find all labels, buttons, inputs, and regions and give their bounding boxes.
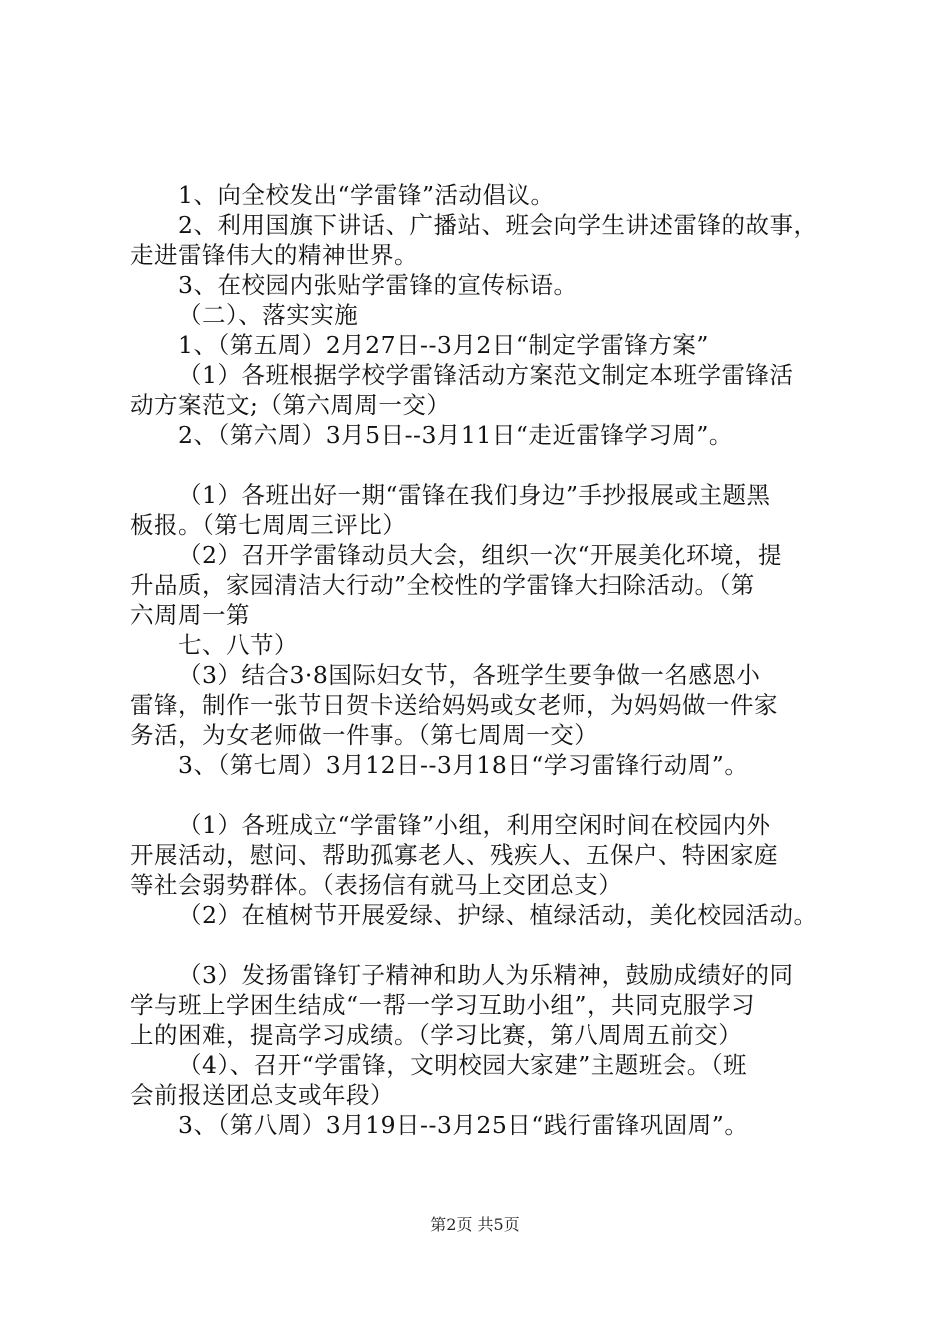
text-line: 雷锋，制作一张节日贺卡送给妈妈或女老师，为妈妈做一件家 bbox=[130, 691, 778, 719]
text-line: 开展活动，慰问、帮助孤寡老人、残疾人、五保户、特困家庭 bbox=[130, 841, 778, 869]
text-line: （3）结合3·8国际妇女节，各班学生要争做一名感恩小 bbox=[178, 661, 761, 689]
text-line: 3、（第八周）3月19日--3月25日“践行雷锋巩固周”。 bbox=[178, 1111, 749, 1139]
text-line: （1）各班出好一期“雷锋在我们身边”手抄报展或主题黑 bbox=[178, 481, 771, 509]
text-line: 务活，为女老师做一件事。（第七周周一交） bbox=[130, 721, 599, 749]
text-line: 学与班上学困生结成“一帮一学习互助小组”，共同克服学习 bbox=[130, 991, 756, 1019]
text-line: 2、（第六周）3月5日--3月11日“走近雷锋学习周”。 bbox=[178, 421, 733, 449]
text-line: 1、（第五周）2月27日--3月2日“制定学雷锋方案” bbox=[178, 331, 709, 359]
text-line: （二）、落实实施 bbox=[178, 301, 359, 329]
text-line: （1）各班根据学校学雷锋活动方案范文制定本班学雷锋活 bbox=[178, 361, 794, 389]
text-line: 3、（第七周）3月12日--3月18日“学习雷锋行动周”。 bbox=[178, 751, 749, 779]
text-line: （1）各班成立“学雷锋”小组，利用空闲时间在校园内外 bbox=[178, 811, 771, 839]
text-line: 等社会弱势群体。（表扬信有就马上交团总支） bbox=[130, 871, 623, 899]
text-line: 3、在校园内张贴学雷锋的宣传标语。 bbox=[178, 271, 578, 299]
text-line: 板报。（第七周周三评比） bbox=[130, 511, 407, 539]
text-line: 走进雷锋伟大的精神世界。 bbox=[130, 241, 418, 269]
page-footer: 第2页 共5页 bbox=[430, 1215, 520, 1234]
text-line: 会前报送团总支或年段） bbox=[130, 1081, 394, 1109]
text-line: 七、八节） bbox=[178, 631, 298, 659]
text-line: 上的困难，提高学习成绩。（学习比赛，第八周周五前交） bbox=[130, 1021, 743, 1049]
text-line: （2）在植树节开展爱绿、护绿、植绿活动，美化校园活动。 bbox=[178, 901, 818, 929]
text-line: 2、利用国旗下讲话、广播站、班会向学生讲述雷锋的故事， bbox=[178, 211, 818, 239]
text-line: 1、向全校发出“学雷锋”活动倡议。 bbox=[178, 181, 555, 209]
text-line: 动方案范文;（第六周周一交） bbox=[130, 391, 451, 419]
text-line: （4）、召开“学雷锋，文明校园大家建”主题班会。（班 bbox=[178, 1051, 747, 1079]
text-line: （2）召开学雷锋动员大会，组织一次“开展美化环境，提 bbox=[178, 541, 782, 569]
text-line: 升品质，家园清洁大行动”全校性的学雷锋大扫除活动。（第 bbox=[130, 571, 755, 599]
text-line: （3）发扬雷锋钉子精神和助人为乐精神，鼓励成绩好的同 bbox=[178, 961, 794, 989]
text-line: 六周周一第 bbox=[130, 601, 250, 629]
